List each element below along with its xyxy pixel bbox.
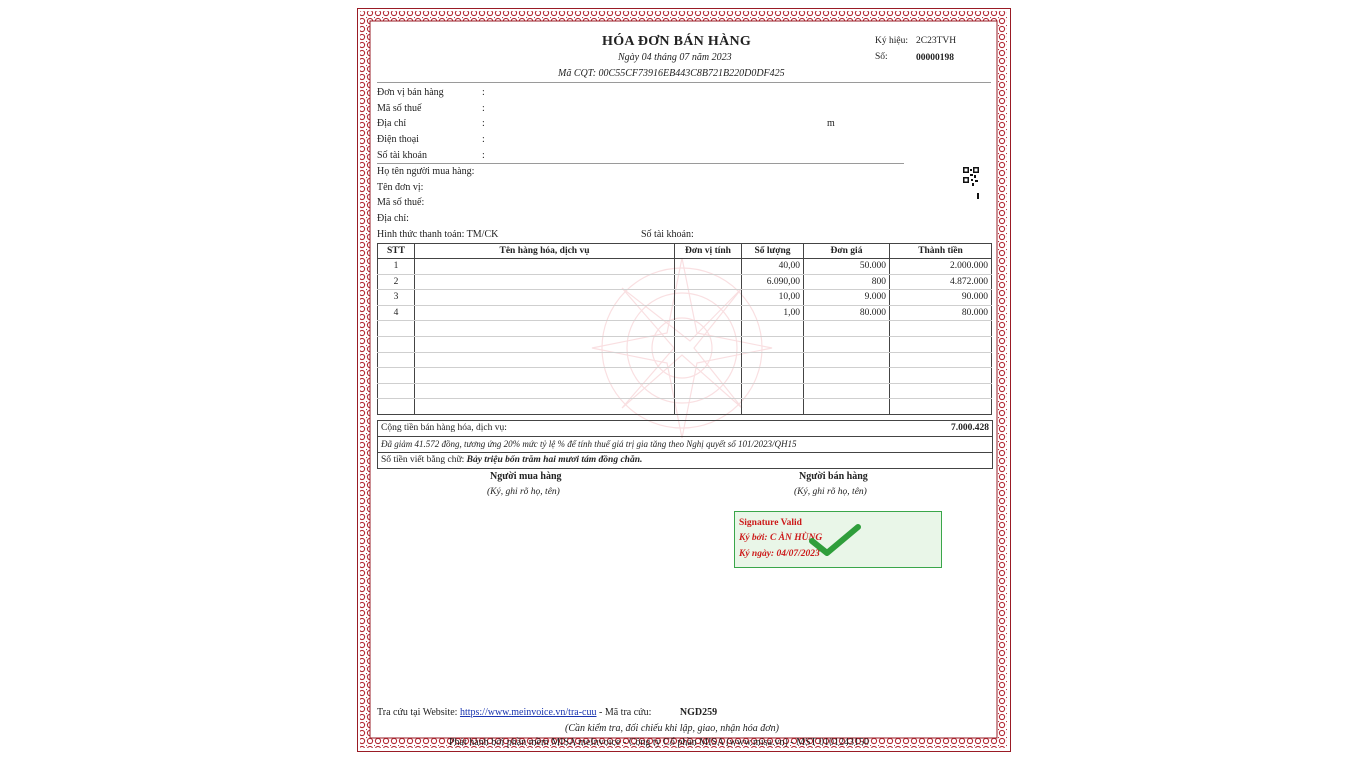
signature-valid-box <box>734 511 942 568</box>
row-qty: 1,00 <box>742 305 804 321</box>
ky-hieu-label: Ký hiệu: <box>875 36 908 46</box>
table-row-empty <box>378 321 992 337</box>
row-stt: 3 <box>378 290 415 306</box>
invoice-title: HÓA ĐƠN BÁN HÀNG <box>602 34 752 49</box>
words-value: Bảy triệu bốn trăm hai mươi tám đồng chẵn. <box>466 455 643 465</box>
table-row-empty <box>378 399 992 415</box>
cqt-code: Mã CQT: 00C55CF73916EB443C8B721B220D0DF425 <box>558 68 785 79</box>
col-stt: STT <box>378 244 415 259</box>
qr-code-icon <box>963 167 979 199</box>
row-stt: 1 <box>378 259 415 275</box>
issuer-line: Phát hành bởi phần mềm MISA meInvoice - Công ty Cổ phần MISA (www.misa.vn) - MST 0101243150 <box>449 737 869 748</box>
col-qty: Số lượng <box>742 244 804 259</box>
header-divider <box>377 82 991 83</box>
row-name <box>415 305 675 321</box>
row-amount: 80.000 <box>890 305 992 321</box>
seller-address-value: m <box>827 118 835 129</box>
row-price: 80.000 <box>804 305 890 321</box>
row-unit <box>675 274 742 290</box>
buyer-address-label: Địa chỉ: <box>377 213 409 224</box>
seller-divider <box>377 163 904 164</box>
invoice-page <box>357 8 1011 752</box>
seller-phone-label: Điện thoại <box>377 134 419 145</box>
signed-by: Ký bởi: C ÀN HÙNG <box>739 533 823 543</box>
row-name <box>415 259 675 275</box>
lookup-code-label: - Mã tra cứu: <box>599 707 652 718</box>
row-price: 800 <box>804 274 890 290</box>
row-stt: 4 <box>378 305 415 321</box>
table-row-empty <box>378 352 992 368</box>
buyer-tax-label: Mã số thuế: <box>377 197 425 208</box>
col-unit: Đơn vị tính <box>675 244 742 259</box>
items-table <box>377 243 992 415</box>
payment-method: Hình thức thanh toán: TM/CK <box>377 229 499 240</box>
row-qty: 6.090,00 <box>742 274 804 290</box>
row-name <box>415 274 675 290</box>
invoice-date: Ngày 04 tháng 07 năm 2023 <box>618 52 732 63</box>
seller-name-label: Đơn vị bán hàng <box>377 87 444 98</box>
amount-in-words-row <box>378 452 992 468</box>
colon: : <box>482 150 485 161</box>
colon: : <box>482 87 485 98</box>
table-row-empty <box>378 368 992 384</box>
row-amount: 2.000.000 <box>890 259 992 275</box>
row-stt: 2 <box>378 274 415 290</box>
lookup-link[interactable]: https://www.meinvoice.vn/tra-cuu <box>459 707 597 718</box>
ky-hieu-value: 2C23TVH <box>916 36 957 46</box>
seller-account-label: Số tài khoản <box>377 150 427 161</box>
col-amount: Thành tiền <box>890 244 992 259</box>
table-row-empty <box>378 383 992 399</box>
so-label: Số: <box>875 52 888 62</box>
buyer-name-label: Họ tên người mua hàng: <box>377 166 475 177</box>
colon: : <box>482 103 485 114</box>
row-unit <box>675 290 742 306</box>
table-row-empty <box>378 336 992 352</box>
col-name: Tên hàng hóa, dịch vụ <box>415 244 675 259</box>
lookup-prefix: Tra cứu tại Website: <box>377 707 458 718</box>
table-header-row <box>378 244 992 259</box>
signature-valid-label: Signature Valid <box>739 518 802 528</box>
buyer-unit-label: Tên đơn vị: <box>377 182 424 193</box>
colon: : <box>482 118 485 129</box>
seller-tax-label: Mã số thuế <box>377 103 422 114</box>
buyer-account-label: Số tài khoản: <box>641 229 694 240</box>
lookup-line <box>377 707 717 718</box>
words-label: Số tiền viết bằng chữ: <box>381 455 465 465</box>
table-row <box>378 274 992 290</box>
buyer-sign-title: Người mua hàng <box>490 471 562 482</box>
row-qty: 10,00 <box>742 290 804 306</box>
row-name <box>415 290 675 306</box>
checkmark-icon <box>809 524 861 556</box>
total-label: Cộng tiền bán hàng hóa, dịch vụ: <box>381 423 507 433</box>
row-price: 9.000 <box>804 290 890 306</box>
buyer-sign-note: (Ký, ghi rõ họ, tên) <box>487 487 560 497</box>
table-row <box>378 259 992 275</box>
seller-sign-title: Người bán hàng <box>799 471 868 482</box>
table-row <box>378 305 992 321</box>
invoice-content <box>372 23 994 748</box>
col-price: Đơn giá <box>804 244 890 259</box>
row-qty: 40,00 <box>742 259 804 275</box>
discount-note: Đã giảm 41.572 đồng, tương ứng 20% mức tỷ lệ % để tính thuế giá trị gia tăng theo Nghị quyết số 101/2023/QH15 <box>378 436 992 452</box>
summary-box <box>377 420 993 469</box>
total-value: 7.000.428 <box>951 423 989 433</box>
seller-address-label: Địa chỉ <box>377 118 407 129</box>
so-value: 00000198 <box>916 53 954 63</box>
row-amount: 4.872.000 <box>890 274 992 290</box>
signed-date: Ký ngày: 04/07/2023 <box>739 549 820 559</box>
seller-sign-note: (Ký, ghi rõ họ, tên) <box>794 487 867 497</box>
table-row <box>378 290 992 306</box>
row-unit <box>675 259 742 275</box>
row-amount: 90.000 <box>890 290 992 306</box>
check-note: (Cần kiểm tra, đối chiếu khi lập, giao, nhận hóa đơn) <box>565 723 779 734</box>
colon: : <box>482 134 485 145</box>
lookup-code: NGD259 <box>679 707 718 718</box>
row-price: 50.000 <box>804 259 890 275</box>
total-row <box>378 420 992 436</box>
row-unit <box>675 305 742 321</box>
